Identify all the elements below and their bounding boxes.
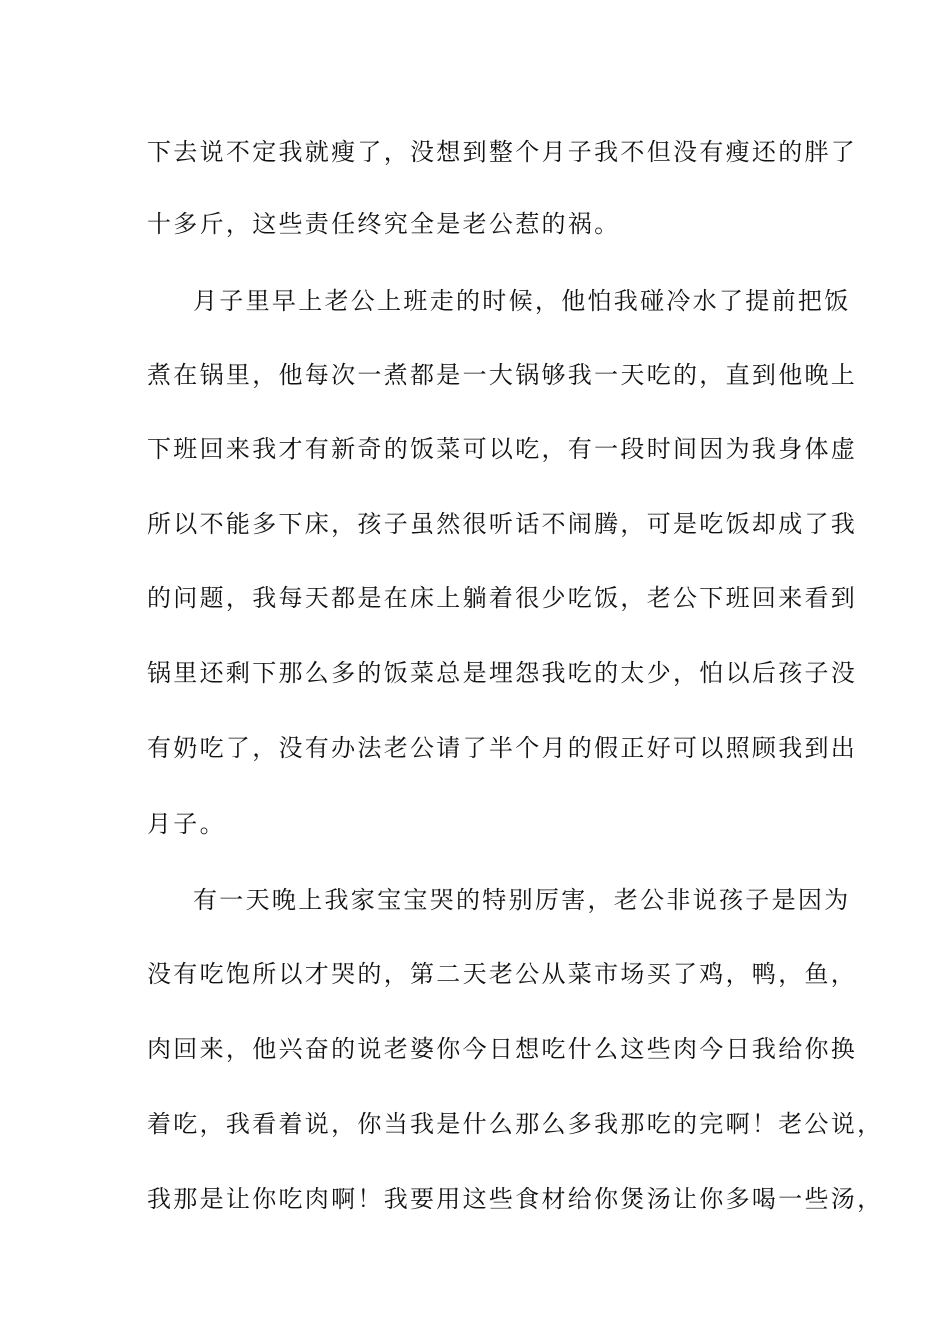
text-line: 下去说不定我就瘦了，没想到整个月子我不但没有瘦还的胖了: [147, 138, 858, 166]
text-line: 肉回来，他兴奋的说老婆你今日想吃什么这些肉今日我给你换: [147, 1035, 858, 1063]
text-line: 没有吃饱所以才哭的，第二天老公从菜市场买了鸡，鸭，鱼，: [147, 960, 858, 988]
text-line: 下班回来我才有新奇的饭菜可以吃，有一段时间因为我身体虚: [147, 435, 858, 463]
paragraph-first-line: 月子里早上老公上班走的时候，他怕我碰冷水了提前把饭: [193, 287, 851, 315]
text-line: 月子。: [147, 810, 226, 838]
text-line: 煮在锅里，他每次一煮都是一大锅够我一天吃的，直到他晚上: [147, 361, 858, 389]
text-line: 所以不能多下床，孩子虽然很听话不闹腾，可是吃饭却成了我: [147, 510, 858, 538]
paragraph-first-line: 有一天晚上我家宝宝哭的特别厉害，老公非说孩子是因为: [193, 886, 851, 914]
text-line: 锅里还剩下那么多的饭菜总是埋怨我吃的太少，怕以后孩子没: [147, 659, 858, 687]
text-line: 有奶吃了，没有办法老公请了半个月的假正好可以照顾我到出: [147, 734, 858, 762]
text-line: 的问题，我每天都是在床上躺着很少吃饭，老公下班回来看到: [147, 584, 858, 612]
text-line: 我那是让你吃肉啊！我要用这些食材给你煲汤让你多喝一些汤，: [147, 1185, 884, 1213]
text-line: 着吃，我看着说，你当我是什么那么多我那吃的完啊！老公说，: [147, 1110, 884, 1138]
text-line: 十多斤，这些责任终究全是老公惹的祸。: [147, 210, 621, 238]
